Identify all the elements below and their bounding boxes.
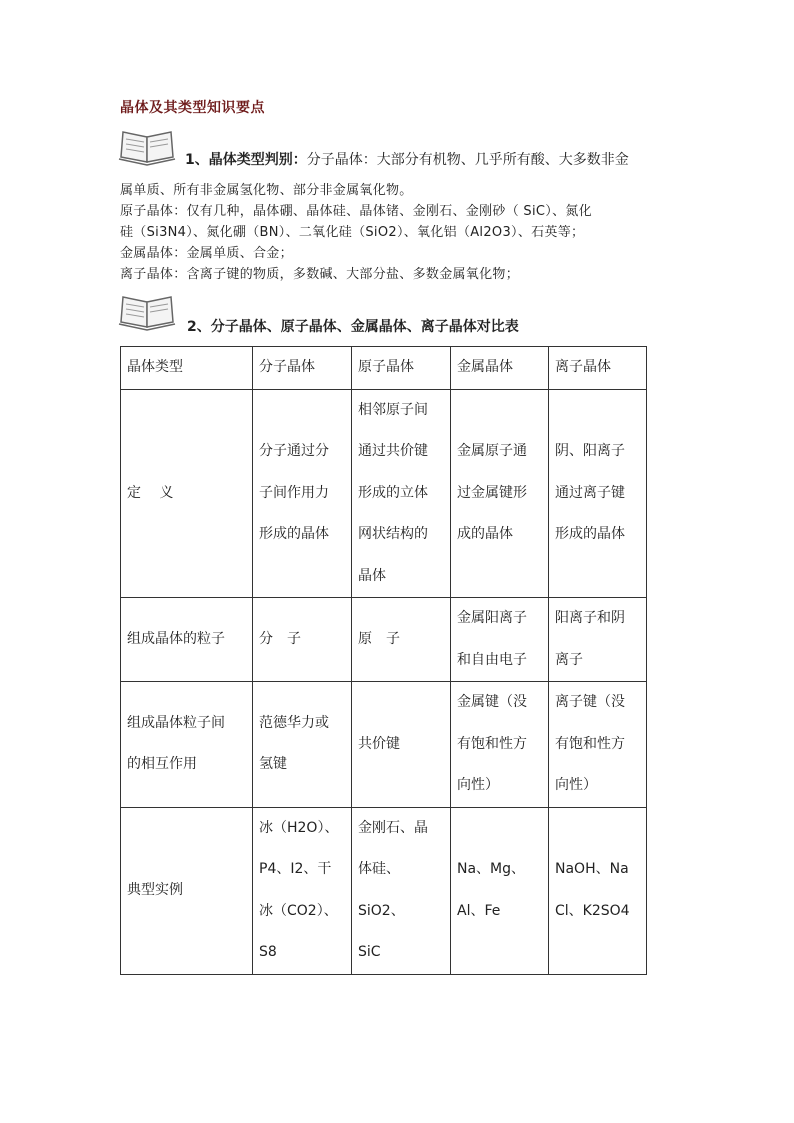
cell-line (259, 556, 345, 598)
cell-line (457, 390, 542, 432)
table-cell (451, 807, 549, 974)
cell-line: 形成的立体 (358, 484, 428, 501)
cell-line: 向性） (555, 777, 597, 793)
cell-line: NaOH、Na (555, 861, 629, 877)
table-row (121, 389, 647, 598)
cell-line: 形成的晶体 (555, 526, 625, 542)
table-cell (549, 682, 647, 808)
cell-line: 分子通过分 (259, 443, 329, 459)
comparison-table (120, 346, 647, 975)
cell-line: Na、Mg、 (457, 861, 526, 877)
table-header-row (121, 347, 647, 390)
cell-line: 分 子 (259, 630, 301, 647)
table-cell (352, 389, 451, 598)
cell-line: 氢键 (259, 756, 287, 773)
row-label: 定 义 (121, 389, 253, 598)
table-row (121, 598, 647, 682)
table-row (121, 682, 647, 808)
table-cell (352, 807, 451, 974)
page-title: 晶体及其类型知识要点 (120, 100, 265, 116)
cell-line (259, 390, 345, 432)
cell-line (555, 390, 640, 432)
cell-line: 金属阳离子 (457, 610, 527, 626)
header-cell: 分子晶体 (253, 347, 352, 390)
cell-line: 组成晶体粒子间 (127, 714, 225, 731)
cell-line: 有饱和性方 (555, 735, 625, 752)
cell-line: 离子键（没 (555, 694, 625, 710)
table-cell (352, 682, 451, 808)
header-cell: 离子晶体 (549, 347, 647, 390)
row-label (121, 682, 253, 808)
cell-line: 的相互作用 (127, 756, 197, 773)
cell-line: 金属原子通 (457, 443, 527, 459)
table-cell (451, 598, 549, 682)
section2-heading: 2、分子晶体、原子晶体、金属晶体、离子晶体对比表 (187, 319, 519, 335)
cell-line: 向性） (457, 777, 499, 793)
table-cell (253, 682, 352, 808)
cell-line (457, 556, 542, 598)
cell-line: 相邻原子间 (358, 401, 428, 418)
cell-line: 金刚石、晶 (358, 819, 428, 836)
section1-heading-label: 1、晶体类型判别： (185, 152, 307, 168)
cell-line: S8 (259, 944, 277, 960)
cell-line: Cl、K2SO4 (555, 902, 630, 919)
cell-line: 范德华力或 (259, 714, 329, 731)
cell-line: 阴、阳离子 (555, 443, 625, 459)
section1-line-3: 硅（Si3N4）、氮化硼（BN）、二氧化硅（SiO2）、氧化铝（Al2O3）、石英等； (120, 225, 585, 240)
header-cell: 原子晶体 (352, 347, 451, 390)
cell-line: 成的晶体 (457, 526, 513, 542)
cell-line: 通过共价键 (358, 443, 428, 459)
cell-line: P4、I2、干 (259, 861, 332, 877)
cell-line (555, 556, 640, 598)
table-row (121, 807, 647, 974)
table-cell (451, 682, 549, 808)
cell-line: 晶体 (358, 567, 386, 584)
cell-line: 共价键 (358, 735, 400, 752)
cell-line: 冰（CO2）、 (259, 902, 338, 919)
cell-line: 过金属键形 (457, 484, 527, 501)
cell-line: Al、Fe (457, 902, 501, 919)
cell-line: 子间作用力 (259, 484, 329, 501)
table-cell (253, 598, 352, 682)
table-cell (451, 389, 549, 598)
row-label: 组成晶体的粒子 (121, 598, 253, 682)
cell-line: 原 子 (358, 630, 400, 647)
row-label: 典型实例 (121, 807, 253, 974)
cell-line: 形成的晶体 (259, 526, 329, 542)
cell-line: 体硅、SiO2、 (358, 861, 405, 919)
table-cell (549, 389, 647, 598)
cell-line: 阳离子和阴 (555, 610, 625, 626)
table-cell (352, 598, 451, 682)
cell-line: 冰（H2O）、 (259, 819, 339, 836)
table-cell (549, 598, 647, 682)
cell-line: 金属键（没 (457, 694, 527, 710)
book-icon (117, 292, 179, 332)
header-cell: 晶体类型 (121, 347, 253, 390)
book-icon (117, 127, 179, 167)
section1-line-2: 原子晶体：仅有几种，晶体硼、晶体硅、晶体锗、金刚石、金刚砂（ SiC）、氮化 (120, 204, 592, 219)
section1-line-5: 离子晶体：含离子键的物质，多数碱、大部分盐、多数金属氧化物； (120, 267, 520, 282)
cell-line: 离子 (555, 651, 583, 668)
section1-line-1: 属单质、所有非金属氢化物、部分非金属氧化物。 (120, 183, 413, 198)
section1-line-0: 分子晶体：大部分有机物、几乎所有酸、大多数非金 (306, 152, 629, 168)
table-cell (549, 807, 647, 974)
cell-line: SiC (358, 944, 381, 960)
cell-line: 通过离子键 (555, 484, 625, 501)
header-cell: 金属晶体 (451, 347, 549, 390)
table-cell (253, 807, 352, 974)
cell-line: 有饱和性方 (457, 735, 527, 752)
table-cell (253, 389, 352, 598)
cell-line: 网状结构的 (358, 526, 428, 542)
section1-line-4: 金属晶体：金属单质、合金； (120, 246, 293, 261)
cell-line: 和自由电子 (457, 651, 527, 668)
section1-heading (185, 150, 629, 170)
